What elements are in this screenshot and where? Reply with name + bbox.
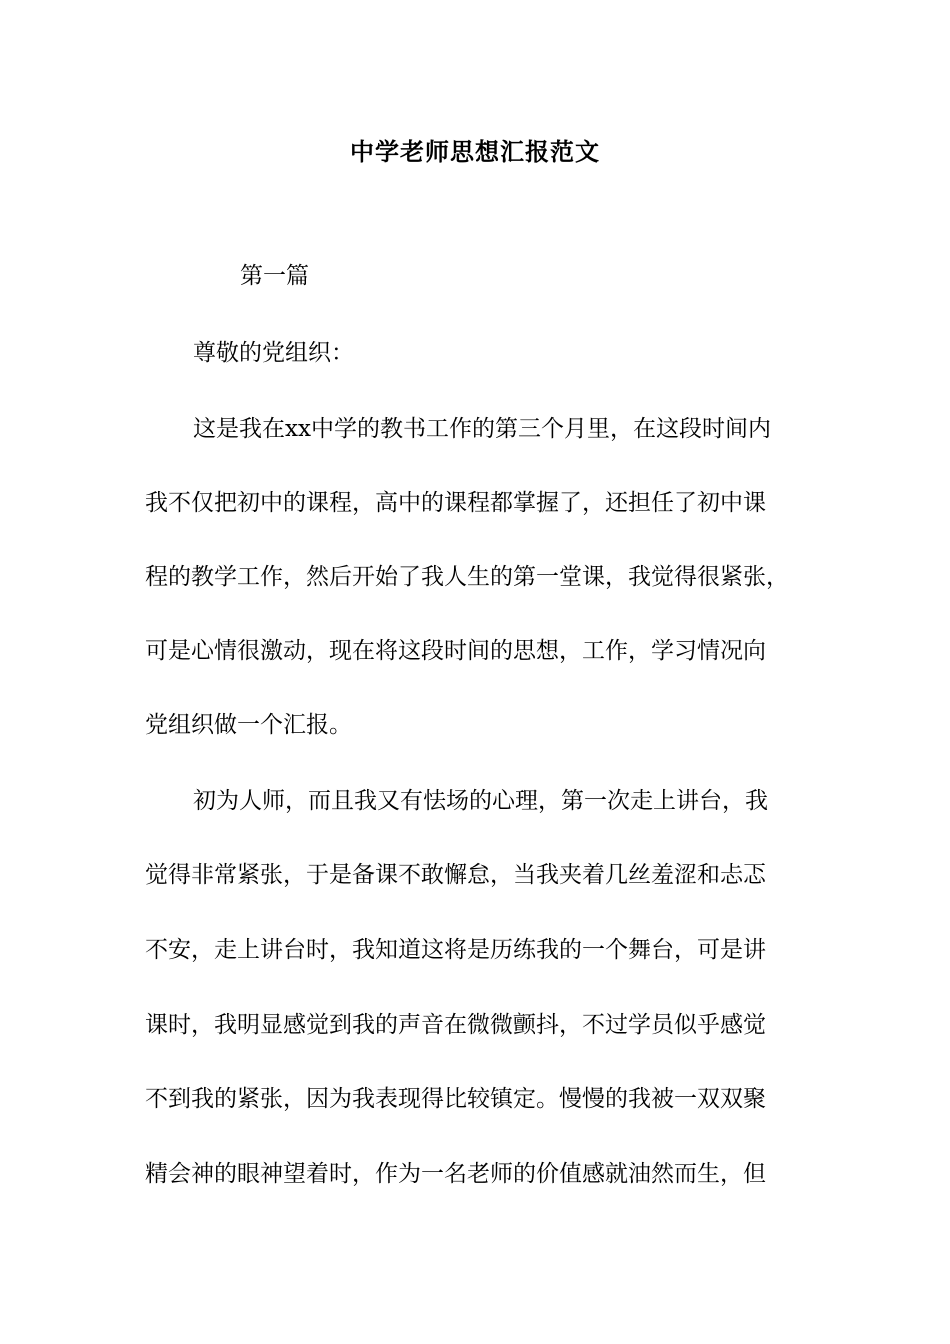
document-title: 中学老师思想汇报范文 — [350, 137, 600, 166]
body-line: 党组织做一个汇报。 — [145, 712, 352, 738]
body-line: 初为人师，而且我又有怯场的心理，第一次走上讲台，我 — [193, 788, 768, 814]
body-line: 课时，我明显感觉到我的声音在微微颤抖，不过学员似乎感觉 — [145, 1012, 766, 1038]
body-line: 不安，走上讲台时，我知道这将是历练我的一个舞台，可是讲 — [145, 937, 766, 963]
body-line: 精会神的眼神望着时，作为一名老师的价值感就油然而生，但 — [145, 1161, 766, 1187]
body-line: 这是我在xx中学的教书工作的第三个月里，在这段时间内 — [193, 416, 771, 442]
section-heading: 第一篇 — [240, 263, 309, 289]
body-line: 觉得非常紧张，于是备课不敢懈怠，当我夹着几丝羞涩和忐忑 — [145, 862, 766, 888]
salutation: 尊敬的党组织： — [193, 340, 354, 366]
body-line: 可是心情很激动，现在将这段时间的思想，工作，学习情况向 — [145, 638, 766, 664]
body-line: 程的教学工作，然后开始了我人生的第一堂课，我觉得很紧张， — [145, 564, 789, 590]
body-line: 不到我的紧张，因为我表现得比较镇定。慢慢的我被一双双聚 — [145, 1086, 766, 1112]
body-line: 我不仅把初中的课程，高中的课程都掌握了，还担任了初中课 — [145, 490, 766, 516]
